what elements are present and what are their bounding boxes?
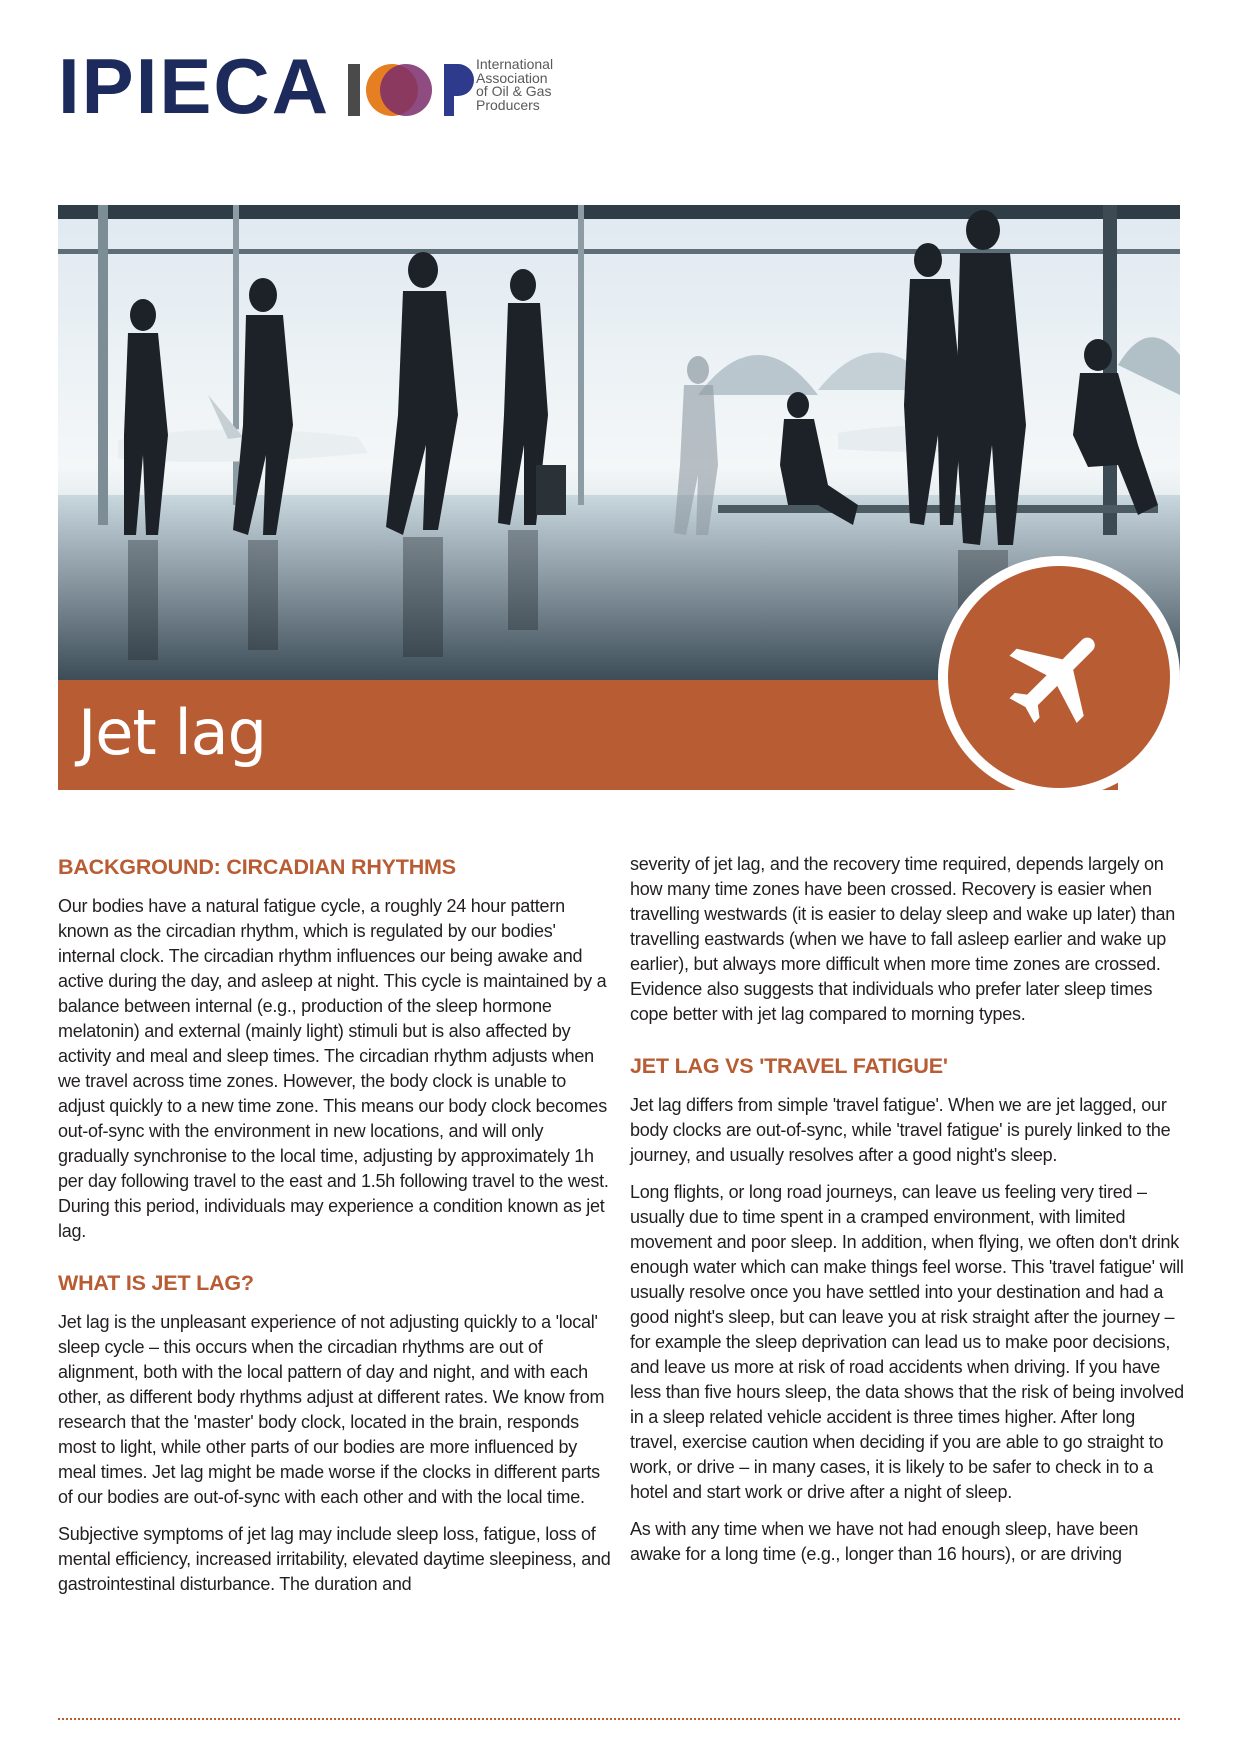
- paragraph-travel-fatigue: Jet lag differs from simple 'travel fatigue'. When we are jet lagged, our body clocks are out-of-sync, while 'travel fatigue' is purely linked to the journey, and usually resolves after a good night's sleep.: [630, 1095, 1171, 1165]
- paragraph-severity: severity of jet lag, and the recovery time required, depends largely on how many time zones have been crossed. Recovery is easier when travelling westwards (it is easier to delay sleep and wake up later) than travelling eastwards (when we have to fall asleep earlier and wake up earlier), but always more difficult when more time zones are crossed. Evidence also suggests that individuals who prefer later sleep times cope better with jet lag compared to morning types.: [630, 854, 1176, 1024]
- paragraph-circadian: Our bodies have a natural fatigue cycle, a roughly 24 hour pattern known as the circadian rhythm, which is regulated by our bodies' internal clock. The circadian rhythm influences our being awake and active during the day, and asleep at night. This cycle is maintained by a balance between internal (e.g., production of the sleep hormone melatonin) and external (mainly light) stimuli but is also affected by activity and meal and sleep times. The circadian rhythm adjusts when we travel across time zones. However, the body clock is unable to adjust quickly to a new time zone. This means our body clock becomes out-of-sync with the environment in new locations, and will only gradually synchronise to the local time, adjusting by approximately 1h per day following travel to the east and 1.5h following travel to the west. During this period, individuals may experience a condition known as jet lag.: [58, 896, 609, 1241]
- section-heading-what-is-jet-lag: WHAT IS JET LAG?: [58, 1271, 254, 1295]
- iogp-name: [476, 58, 586, 112]
- paragraph-sleep-caution: As with any time when we have not had enough sleep, have been awake for a long time (e.g., longer than 16 hours), or are driving: [630, 1519, 1139, 1564]
- section-heading-circadian: BACKGROUND: CIRCADIAN RHYTHMS: [58, 855, 456, 879]
- iogp-logo-hidden-text: IOGP: [368, 108, 371, 109]
- page-title: Jet lag: [78, 696, 267, 769]
- section-heading-travel-fatigue: JET LAG VS 'TRAVEL FATIGUE': [630, 1054, 948, 1078]
- plane-badge: [938, 556, 1180, 798]
- right-column: [630, 852, 1186, 1579]
- iogp-logo: [348, 58, 568, 122]
- iogp-logo-mark: [348, 58, 478, 122]
- left-column: [58, 852, 614, 1609]
- iogp-line: International: [476, 56, 554, 72]
- plane-badge-circle: [948, 566, 1170, 788]
- airplane-icon: [999, 617, 1119, 737]
- paragraph-what-is-jet-lag: Jet lag is the unpleasant experience of not adjusting quickly to a 'local' sleep cycle – this occurs when the circadian rhythms are out of alignment, both with the local pattern of day and night, and with each other, as different body rhythms adjust at different rates. We know from research that the 'master' body clock, located in the brain, responds most to light, while other parts of our bodies are more influenced by meal times. Jet lag might be made worse if the clocks in different parts of our bodies are out-of-sync with each other and with the local time.: [58, 1312, 605, 1507]
- iogp-line: of Oil & Gas: [476, 83, 552, 99]
- ipieca-logo: IPIECA: [58, 42, 331, 130]
- footer-divider: [58, 1718, 1180, 1720]
- iogp-line: Association: [476, 69, 548, 86]
- iogp-line: Producers: [476, 96, 540, 113]
- paragraph-symptoms: Subjective symptoms of jet lag may include sleep loss, fatigue, loss of mental efficiency, increased irritability, elevated daytime sleepiness, and gastrointestinal disturbance. The duration and: [58, 1524, 611, 1594]
- paragraph-long-flights: Long flights, or long road journeys, can leave us feeling very tired – usually due to time spent in a cramped environment, with limited movement and poor sleep. In addition, when flying, we often don't drink enough water which can make things feel worse. This 'travel fatigue' will usually resolve once you have settled into your destination and had a good night's sleep, but can leave you at risk straight after the journey – for example the sleep deprivation can lead us to make poor decisions, and leave us more at risk of road accidents when driving. If you have less than five hours sleep, the data shows that the risk of being involved in a sleep related vehicle accident is three times higher. After long travel, exercise caution when deciding if you are able to go straight to work, or drive – in many cases, it is likely to be safer to check in to a hotel and start work or drive after a night of sleep.: [630, 1182, 1184, 1502]
